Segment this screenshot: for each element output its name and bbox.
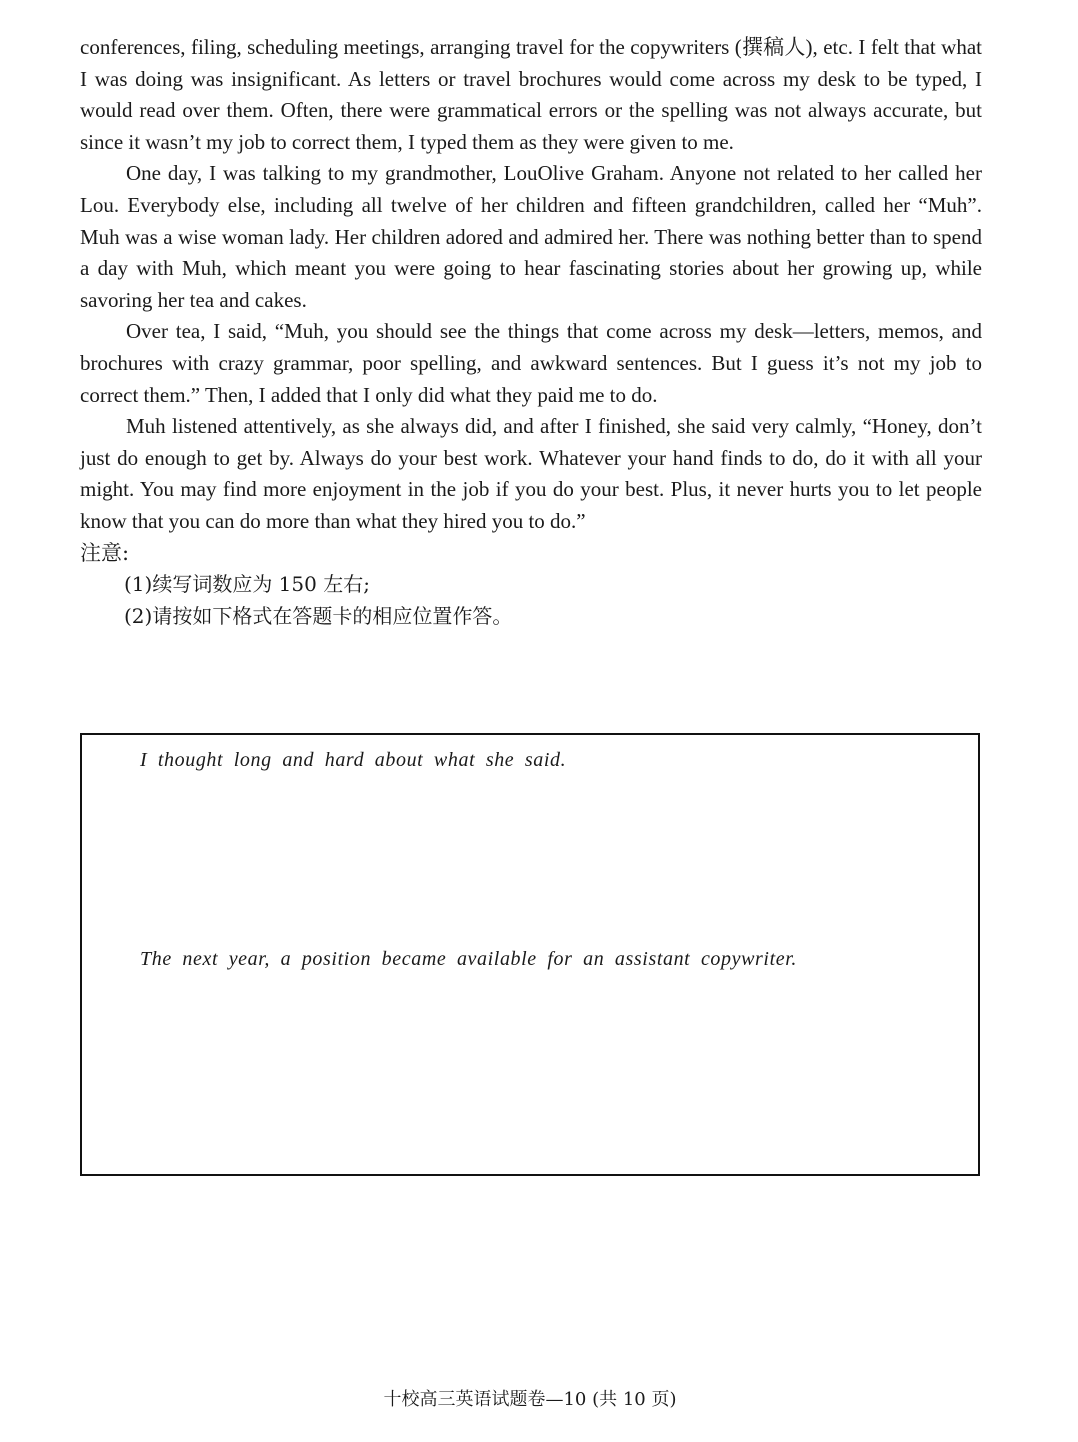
passage-paragraph-2: One day, I was talking to my grandmother, LouOlive Graham. Anyone not related to her called her Lou. Everybody else, including all twelve of her children and fifteen grandchildren, called her “Muh”. Muh was a wise woman lady. Her children adored and admired her. There was nothing better than to spend a day with Muh, which meant you were going to hear fascinating stories about her growing up, while savoring her tea and cakes. — [80, 161, 982, 312]
notes-title: 注意: — [80, 540, 130, 565]
passage-paragraph-1: conferences, filing, scheduling meetings, arranging travel for the copywriters (撰稿人), etc. I felt that what I was doing was insignificant. As letters or travel brochures would come across my desk to be typed, I would read over them. Often, there were grammatical errors or the spelling was not always accurate, but since it wasn’t my job to correct them, I typed them as they were given to me. — [80, 35, 982, 154]
answer-second-opening-line: The next year, a position became available for an assistant copywriter. — [140, 948, 797, 970]
note-item-2: (2)请按如下格式在答题卡的相应位置作答。 — [124, 603, 513, 628]
passage-paragraph-4: Muh listened attentively, as she always did, and after I finished, she said very calmly, “Honey, don’t just do enough to get by. Always do your best work. Whatever your hand finds to do, do it with all your might. You may find more enjoyment in the job if you do your best. Plus, it never hurts you to let people know that you can do more than what they hired you to do.” — [80, 414, 982, 533]
page-footer: 十校高三英语试题卷—10 (共 10 页) — [383, 1389, 677, 1410]
passage-body — [80, 32, 982, 632]
answer-opening-line: I thought long and hard about what she said. — [140, 749, 567, 771]
note-item-1: (1)续写词数应为 150 左右; — [124, 572, 370, 597]
answer-box — [80, 733, 980, 1176]
passage-paragraph-3: Over tea, I said, “Muh, you should see the things that come across my desk—letters, memos, and brochures with crazy grammar, poor spelling, and awkward sentences. But I guess it’s not my job to correct them.” Then, I added that I only did what they paid me to do. — [80, 319, 982, 407]
